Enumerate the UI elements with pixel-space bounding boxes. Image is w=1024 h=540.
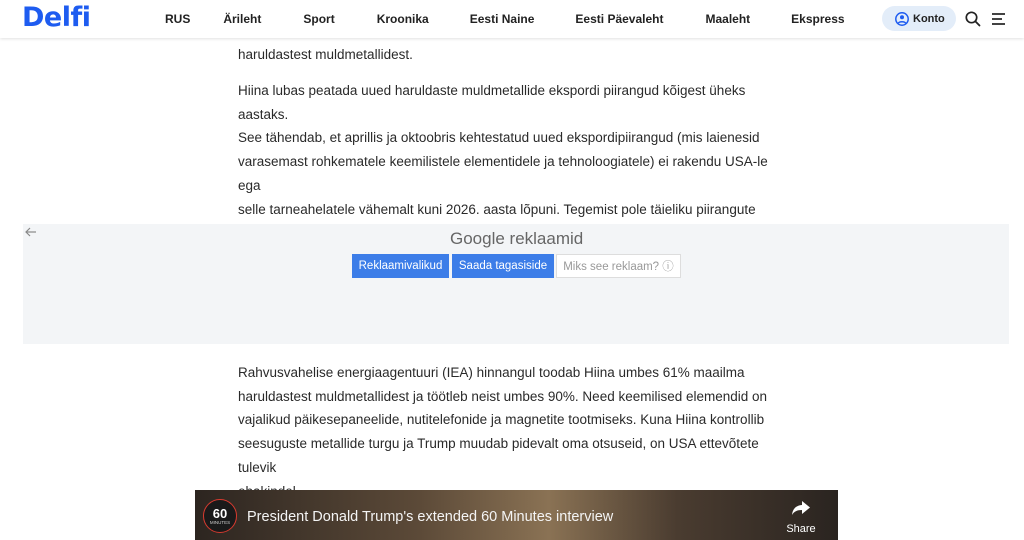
channel-logo[interactable]: 60 MINUTES xyxy=(203,499,237,533)
ad-settings-button[interactable]: Reklaamivalikud xyxy=(352,254,449,278)
nav-item-maaleht[interactable]: Maaleht xyxy=(705,12,751,26)
arrow-left-icon[interactable] xyxy=(24,225,40,239)
video-title[interactable]: President Donald Trump's extended 60 Minutes interview xyxy=(247,509,614,525)
share-button[interactable] xyxy=(781,500,821,535)
account-label: Konto xyxy=(913,12,945,25)
text-line: haruldastest muldmetallidest ja töötleb neist umbes 90%. Need keemilised elemendid on xyxy=(238,388,768,404)
article-paragraph xyxy=(238,79,793,245)
article-paragraph xyxy=(238,361,793,503)
share-label: Share xyxy=(786,523,816,535)
text-line: See tähendab, et aprillis ja oktoobris kehtestatud uued ekspordipiirangud (mis laienesid xyxy=(238,130,760,146)
nav-item-kroonika[interactable]: Kroonika xyxy=(376,12,429,26)
search-icon[interactable] xyxy=(964,10,982,28)
ad-feedback-button[interactable]: Saada tagasiside xyxy=(452,254,554,278)
nav-item-arileht[interactable]: Ärileht xyxy=(223,12,262,26)
delfi-logo[interactable]: Delfi xyxy=(22,2,91,33)
text-line: Rahvusvahelise energiaagentuuri (IEA) hinnangul toodab Hiina umbes 61% maailma xyxy=(238,365,745,380)
nav-item-eesti-paevaleht[interactable]: Eesti Päevaleht xyxy=(575,12,664,26)
nav-item-rus[interactable]: RUS xyxy=(165,12,191,26)
text-line: vajalikud päikesepaneelide, nutitelefonide ja magnetite tootmiseks. Kuna Hiina kontrollib xyxy=(238,412,765,428)
nav-item-sport[interactable]: Sport xyxy=(303,12,335,26)
text-line: seesuguste metallide turgu ja Trump muudab pidevalt oma otsuseid, on USA ettevõtete tulevik xyxy=(238,436,759,475)
ad-title: Google reklaamid xyxy=(450,229,584,248)
site-header xyxy=(0,0,1024,38)
text-line: Hiina lubas peatada uued haruldaste muldmetallide ekspordi piirangud kõigest üheks aastaks. xyxy=(238,83,746,122)
menu-icon[interactable] xyxy=(990,10,1008,28)
text-line: haruldastest muldmetallidest. xyxy=(238,47,413,62)
nav-item-eesti-naine[interactable]: Eesti Naine xyxy=(469,12,535,26)
user-icon xyxy=(895,12,909,26)
article-fragment xyxy=(238,43,793,67)
google-ad-block xyxy=(23,224,1009,344)
share-icon xyxy=(791,500,811,516)
text-line: varasemast rohkematele keemilistele elementidele ja tehnoloogiatele) ei rakendu USA-le ega xyxy=(238,154,768,193)
why-this-ad-button[interactable]: Miks see reklaam? ⓘ xyxy=(556,254,681,278)
nav-item-ekspress[interactable]: Ekspress xyxy=(791,12,845,26)
main-nav xyxy=(150,0,845,38)
account-button[interactable] xyxy=(882,6,956,31)
video-player[interactable] xyxy=(195,490,838,540)
text-line: selle tarneahelatele vähemalt kuni 2026. aasta lõpuni. Tegemist pole täieliku piirangute xyxy=(238,201,756,217)
